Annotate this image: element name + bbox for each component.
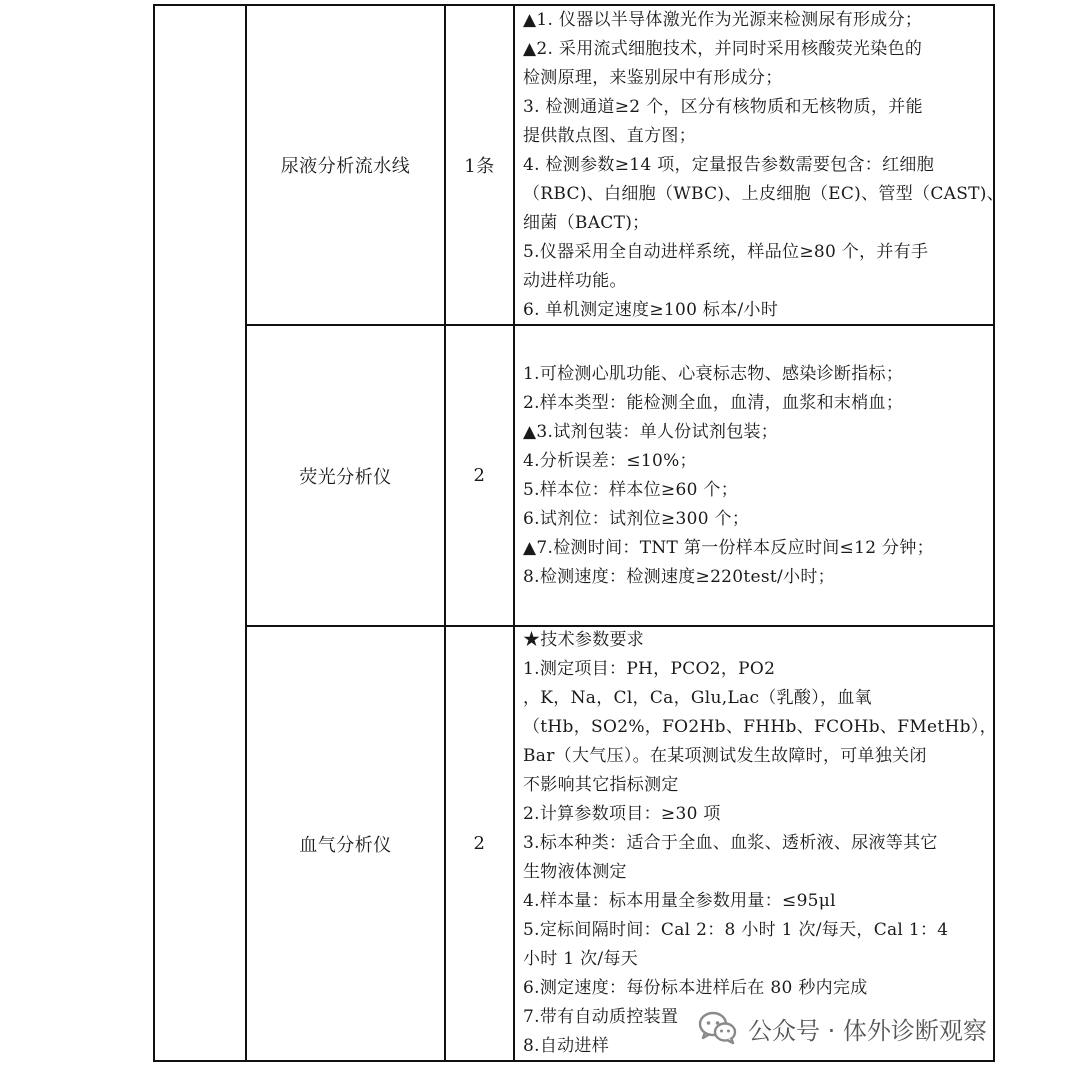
watermark-text: 公众号 · 体外诊断观察 — [748, 1016, 987, 1045]
spec-line: ▲7.检测时间：TNT 第一份样本反应时间≤12 分钟； — [523, 538, 934, 558]
spec-line: 5.仪器采用全自动进样系统，样品位≥80 个，并有手 — [523, 242, 929, 262]
spec-line: ▲3.试剂包装：单人份试剂包装； — [523, 422, 779, 442]
table-border-left — [153, 4, 155, 1062]
spec-line: 5.样本位：样本位≥60 个； — [523, 480, 738, 500]
row-3-qty: 2 — [473, 833, 486, 854]
spec-line: 1.可检测心肌功能、心衰标志物、感染诊断指标； — [523, 364, 904, 384]
row-2-qty: 2 — [473, 465, 486, 486]
spec-line: 提供散点图、直方图； — [523, 126, 696, 146]
spec-line: 3. 检测通道≥2 个，区分有核物质和无核物质，并能 — [523, 97, 923, 117]
wechat-icon — [698, 1011, 738, 1045]
spec-line: 细菌（BACT)； — [523, 213, 650, 233]
spec-line: Bar（大气压）。在某项测试发生故障时，可单独关闭 — [523, 746, 927, 766]
spec-line: 检测原理，来鉴别尿中有形成分； — [523, 68, 783, 88]
spec-line: ▲1. 仪器以半导体激光作为光源来检测尿有形成分； — [523, 10, 923, 30]
spec-line: 6. 单机测定速度≥100 标本/小时 — [523, 300, 779, 320]
spec-line: 4. 检测参数≥14 项，定量报告参数需要包含：红细胞 — [523, 155, 935, 175]
row-3-name: 血气分析仪 — [299, 834, 392, 856]
spec-line: ★技术参数要求 — [523, 630, 645, 650]
spec-line: 6.试剂位：试剂位≥300 个； — [523, 509, 750, 529]
table-border-col3 — [513, 4, 515, 1062]
spec-line: 4.分析误差：≤10%； — [523, 451, 697, 471]
row-2-name: 荧光分析仪 — [299, 466, 392, 488]
spec-line: 6.测定速度：每份标本进样后在 80 秒内完成 — [523, 978, 868, 998]
spec-line: 8.自动进样 — [523, 1036, 610, 1056]
row-2-specs — [523, 360, 934, 592]
spec-line: 4.样本量：标本用量全参数用量：≤95μl — [523, 891, 836, 911]
spec-line: （RBC)、白细胞（WBC)、上皮细胞（EC)、管型（CAST)、 — [523, 184, 1005, 204]
spec-line: 不影响其它指标测定 — [523, 775, 679, 795]
row-1-specs — [523, 6, 1004, 325]
spec-line: （tHb，SO2%，FO2Hb、FHHb、FCOHb、FMetHb）， — [523, 717, 997, 737]
spec-line: 动进样功能。 — [523, 271, 627, 291]
spec-line: 3.标本种类：适合于全血、血浆、透析液、尿液等其它 — [523, 833, 938, 853]
spec-line: 2.计算参数项目：≥30 项 — [523, 804, 721, 824]
row-1-name: 尿液分析流水线 — [280, 156, 411, 177]
spec-line: 8.检测速度：检测速度≥220test/小时； — [523, 567, 835, 587]
row-3-specs — [523, 626, 997, 1061]
spec-line: 小时 1 次/每天 — [523, 949, 639, 969]
spec-line: 2.样本类型：能检测全血，血清，血浆和末梢血； — [523, 393, 904, 413]
watermark — [698, 1008, 987, 1048]
spec-line: 1.测定项目：PH，PCO2，PO2 — [523, 659, 776, 679]
spec-line: ▲2. 采用流式细胞技术，并同时采用核酸荧光染色的 — [523, 39, 923, 59]
spec-line: 生物液体测定 — [523, 862, 627, 882]
spec-line: 5.定标间隔时间：Cal 2：8 小时 1 次/每天，Cal 1：4 — [523, 920, 949, 940]
spec-line: ，K，Na，Cl，Ca，Glu,Lac（乳酸），血氧 — [523, 688, 872, 708]
row-1-qty: 1条 — [464, 156, 495, 177]
spec-line: 7.带有自动质控装置 — [523, 1007, 679, 1027]
